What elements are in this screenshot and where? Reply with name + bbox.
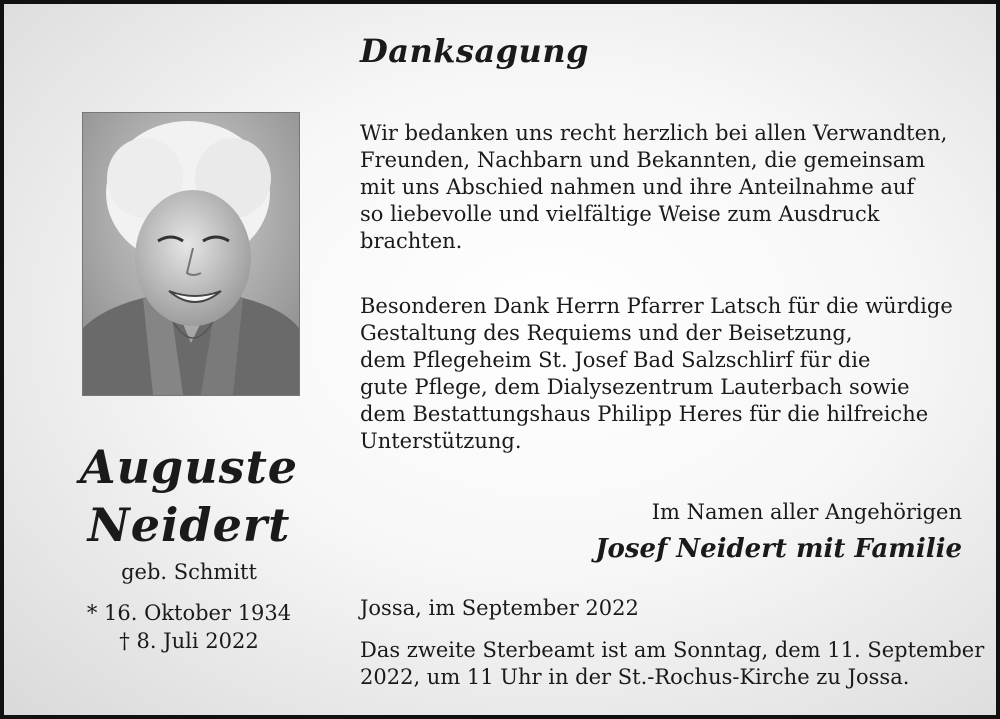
death-date: † 8. Juli 2022 — [119, 629, 259, 653]
text-line: Das zweite Sterbeamt ist am Sonntag, dem 11. September — [360, 638, 985, 662]
thanks-paragraph — [360, 120, 980, 255]
text-line: Gestaltung des Requiems und der Beisetzung, — [360, 321, 853, 345]
portrait-illustration — [83, 113, 299, 395]
text-line: brachten. — [360, 229, 463, 253]
text-line: dem Pflegeheim St. Josef Bad Salzschlirf für die — [360, 348, 871, 372]
place-date: Jossa, im September 2022 — [360, 596, 639, 620]
text-line: mit uns Abschied nahmen und ihre Anteilnahme auf — [360, 175, 915, 199]
text-line: dem Bestattungshaus Philipp Heres für die hilfreiche — [360, 402, 929, 426]
deceased-last-name: Neidert — [87, 498, 291, 552]
special-thanks-paragraph — [360, 293, 980, 455]
text-line: gute Pflege, dem Dialysezentrum Lauterbach sowie — [360, 375, 910, 399]
signature-name: Josef Neidert mit Familie — [595, 534, 962, 564]
portrait-photo — [82, 112, 300, 396]
text-line: Unterstützung. — [360, 429, 522, 453]
text-line: Besonderen Dank Herrn Pfarrer Latsch für die würdige — [360, 294, 953, 318]
life-dates — [44, 599, 334, 655]
service-note — [360, 637, 985, 691]
birth-date: * 16. Oktober 1934 — [86, 601, 292, 625]
signature-intro: Im Namen aller Angehörigen — [651, 500, 962, 524]
maiden-name: geb. Schmitt — [121, 560, 257, 584]
text-line: 2022, um 11 Uhr in der St.-Rochus-Kirche zu Jossa. — [360, 665, 910, 689]
deceased-first-name: Auguste — [79, 440, 299, 494]
text-line: so liebevolle und vielfältige Weise zum Ausdruck — [360, 202, 880, 226]
text-line: Wir bedanken uns recht herzlich bei allen Verwandten, — [360, 121, 948, 145]
text-line: Freunden, Nachbarn und Bekannten, die gemeinsam — [360, 148, 926, 172]
heading: Danksagung — [360, 32, 589, 70]
